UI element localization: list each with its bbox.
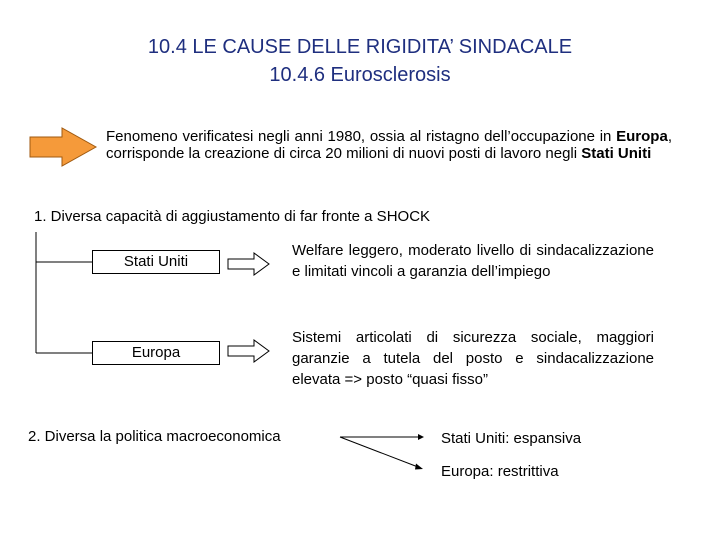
policy-arrows — [340, 434, 424, 470]
intro-text-a: Fenomeno verificatesi negli anni 1980, ossia al ristagno dell’occupazione in — [106, 128, 617, 145]
intro-text-b: , corrisponde la creazione di circa 20 milioni di nuovi posti di lavoro negli — [106, 128, 672, 162]
outcome-stati-uniti: Stati Uniti: espansiva — [441, 430, 582, 447]
orange-right-arrow-icon — [30, 128, 96, 166]
hollow-right-arrow-icon — [228, 253, 269, 275]
outcome-europa: Europa: restrittiva — [441, 463, 559, 480]
slide-subtitle: 10.4.6 Eurosclerosis — [269, 64, 451, 86]
box-stati-uniti: Stati Uniti — [92, 250, 220, 274]
section1-heading: 1. Diversa capacità di aggiustamento di far fronte a SHOCK — [34, 208, 431, 225]
description-europa: Sistemi articolati di sicurezza sociale, maggiori garanzie a tutela del posto e sindacalizzazione elevata => posto “quasi fisso” — [292, 329, 654, 388]
intro-bold-usa: Stati Uniti — [581, 145, 652, 162]
hollow-right-arrow-icon — [228, 340, 269, 362]
box-europa: Europa — [92, 341, 220, 365]
intro-bold-europa: Europa — [616, 128, 668, 145]
slide-title: 10.4 LE CAUSE DELLE RIGIDITA’ SINDACALE — [147, 36, 573, 58]
section2-heading: 2. Diversa la politica macroeconomica — [28, 428, 281, 445]
intro-paragraph — [106, 128, 672, 162]
description-stati-uniti: Welfare leggero, moderato livello di sindacalizzazione e limitati vincoli a garanzia dell’impiego — [292, 242, 654, 280]
